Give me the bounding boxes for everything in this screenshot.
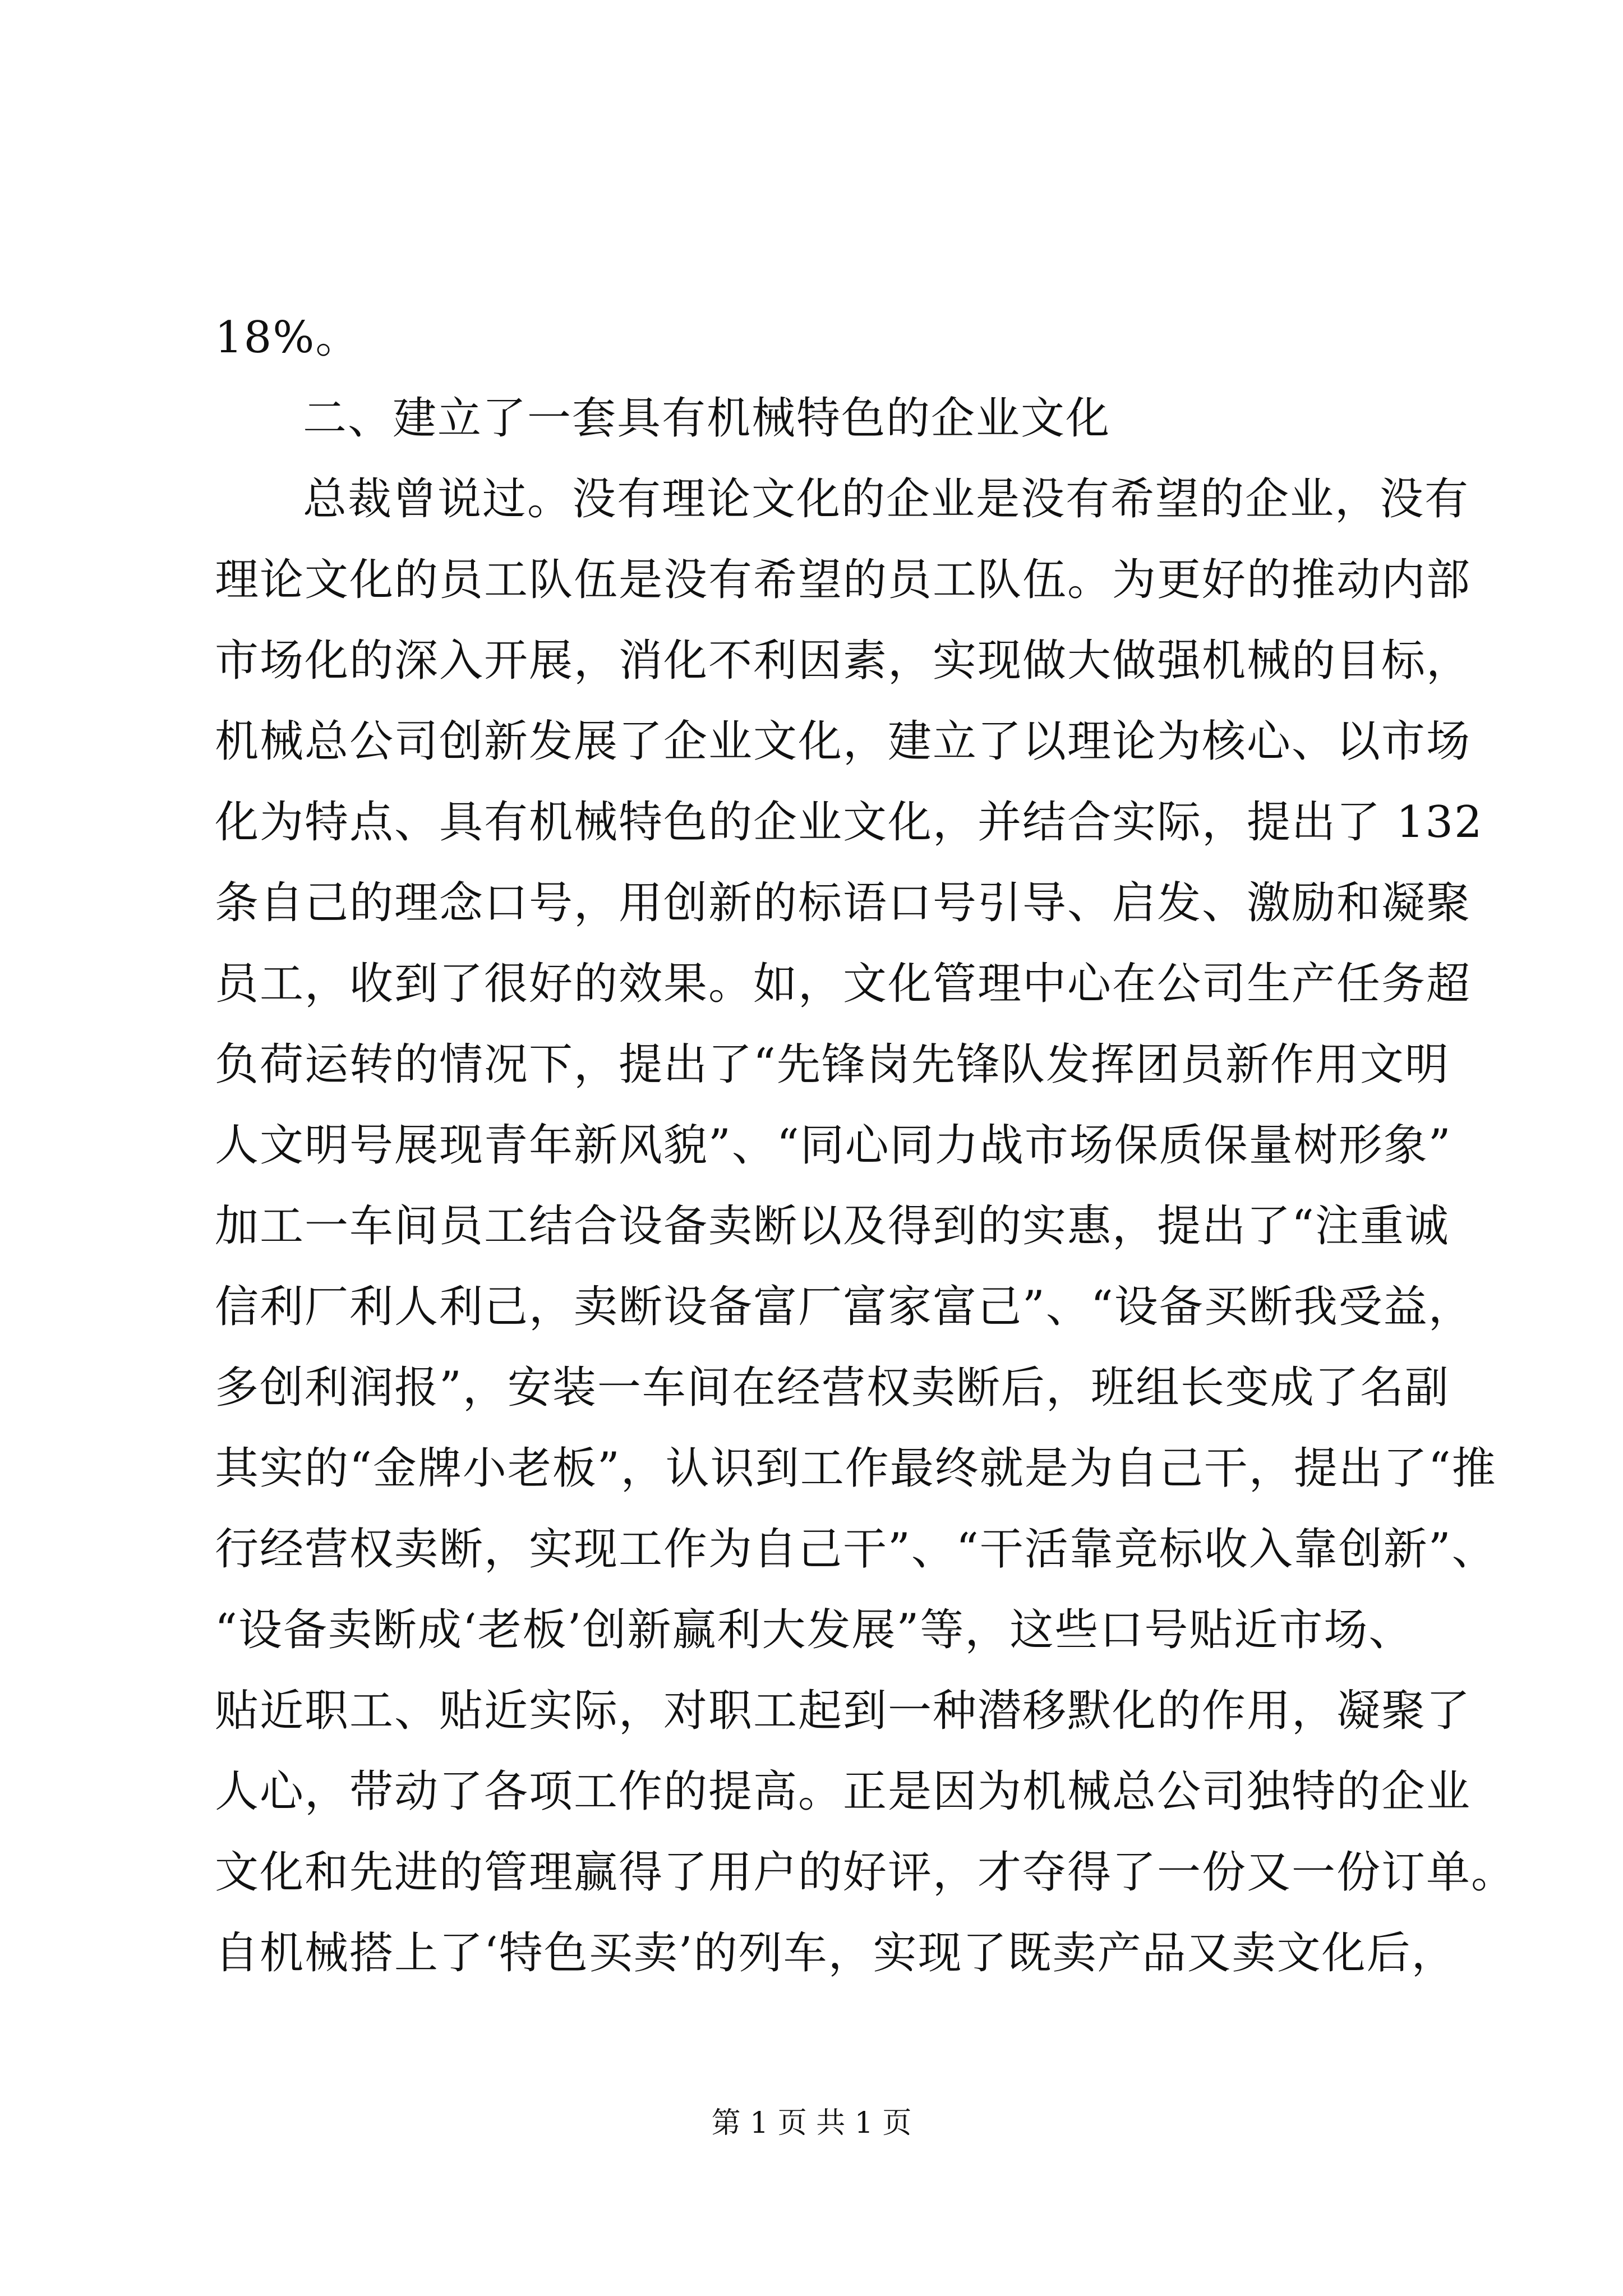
text-line: 其实的“金牌小老板”，认识到工作最终就是为自己干，提出了“推 [215,1443,1497,1494]
text-line: 信利厂利人利己，卖断设备富厂富家富己”、“设备买断我受益， [215,1282,1473,1332]
page-number-footer: 第 1 页 共 1 页 [711,2106,912,2140]
text-line: 市场化的深入开展，消化不利因素，实现做大做强机械的目标， [215,636,1472,686]
text-line: 化为特点、具有机械特色的企业文化，并结合实际，提出了 132 [215,797,1483,848]
section-heading: 二、建立了一套具有机械特色的企业文化 [303,393,1111,444]
text-line: 贴近职工、贴近实际，对职工起到一种潜移默化的作用，凝聚了 [215,1686,1472,1736]
text-line: “设备卖断成‘老板’创新赢利大发展”等，这些口号贴近市场、 [215,1605,1414,1655]
text-line: 文化和先进的管理赢得了用户的好评，才夺得了一份又一份订单。 [215,1847,1516,1898]
text-line: 加工一车间员工结合设备卖断以及得到的实惠，提出了“注重诚 [215,1201,1450,1251]
text-line: 条自己的理念口号，用创新的标语口号引导、启发、激励和凝聚 [215,878,1472,928]
text-line: 人心，带动了各项工作的提高。正是因为机械总公司独特的企业 [215,1766,1472,1817]
text-line: 多创利润报”，安装一车间在经营权卖断后，班组长变成了名副 [215,1363,1450,1413]
body-text [215,297,1516,1994]
text-line: 人文明号展现青年新风貌”、“同心同力战市场保质保量树形象” [215,1120,1452,1171]
text-line: 理论文化的员工队伍是没有希望的员工队伍。为更好的推动内部 [215,555,1472,605]
text-line: 机械总公司创新发展了企业文化，建立了以理论为核心、以市场 [215,716,1472,767]
paragraph-first-line: 总裁曾说过。没有理论文化的企业是没有希望的企业，没有 [303,474,1470,524]
text-line: 18%。 [215,312,361,363]
text-line: 行经营权卖断，实现工作为自己干”、“干活靠竞标收入靠创新”、 [215,1524,1497,1575]
text-line: 负荷运转的情况下，提出了“先锋岗先锋队发挥团员新作用文明 [215,1039,1450,1090]
text-line: 员工，收到了很好的效果。如，文化管理中心在公司生产任务超 [215,959,1472,1009]
text-line: 自机械搭上了‘特色买卖’的列车，实现了既卖产品又卖文化后， [215,1928,1456,1978]
